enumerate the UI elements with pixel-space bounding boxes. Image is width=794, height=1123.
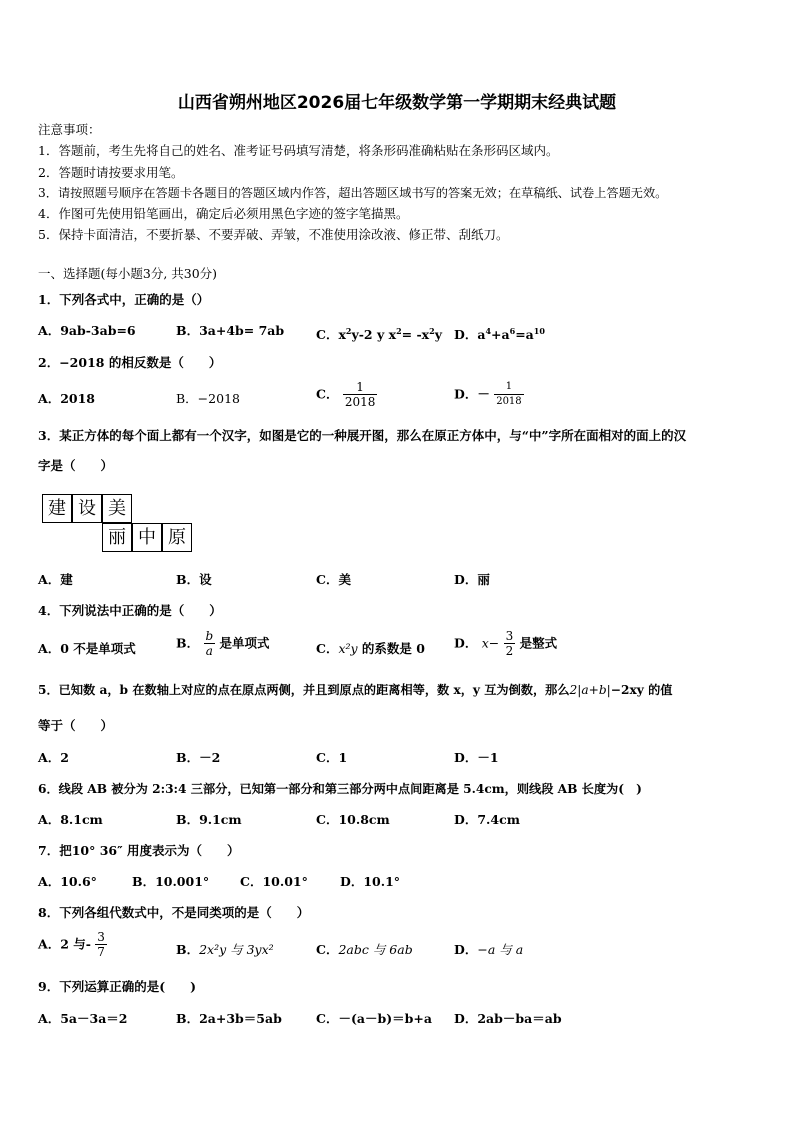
q8-option-a: A．2 与- $\frac{3}{7}$ bbox=[38, 930, 105, 959]
q9-option-c: C．－(a－b)＝b+a bbox=[316, 1011, 432, 1026]
notice-item-5: 5．保持卡面清洁，不要折暴、不要弄破、弄皱，不准使用涂改液、修正带、刮纸刀。 bbox=[38, 227, 509, 242]
net-cell-3: 美 bbox=[102, 494, 132, 523]
q9-option-a: A．5a－3a＝2 bbox=[38, 1011, 128, 1026]
q4-stem: 4．下列说法中正确的是（ ） bbox=[38, 603, 222, 618]
q5-option-c: C．1 bbox=[316, 750, 348, 765]
q6-option-c: C．10.8cm bbox=[316, 812, 390, 827]
q5-option-b: B．－2 bbox=[176, 750, 221, 765]
q6-option-a: A．8.1cm bbox=[38, 812, 103, 827]
q2-fraction-d: $\frac{1}{2018}$ bbox=[496, 381, 522, 407]
q9-option-b: B．2a+3b＝5ab bbox=[176, 1011, 282, 1026]
q6-option-d: D．7.4cm bbox=[454, 812, 520, 827]
q3-option-c: C．美 bbox=[316, 572, 351, 587]
q3-option-d: D．丽 bbox=[454, 572, 490, 587]
section-heading: 一、选择题(每小题3分, 共30分) bbox=[38, 266, 218, 281]
q7-option-d: D．10.1° bbox=[340, 874, 401, 889]
q8-option-c: C．2abc 与 6ab bbox=[316, 942, 413, 957]
q6-stem: 6．线段 AB 被分为 2:3:4 三部分，已知第一部分和第三部分两中点间距离是 5.4cm，则线段 AB 长度为( ) bbox=[38, 782, 642, 796]
q1-option-c: C．$x^2y-2$ y $x^2= -x^2y$ bbox=[316, 326, 442, 343]
q5-option-a: A．2 bbox=[38, 750, 69, 765]
q4-fraction-d: $\frac{3}{2}$ bbox=[505, 629, 514, 658]
q5-stem-line1: 5．已知数 a，b 在数轴上对应的点在原点两侧，并且到原点的距离相等，数 x，y 互为倒数，那么2|a+b|−2xy 的值 bbox=[38, 683, 673, 697]
q2-stem: 2．−2018 的相反数是（ ） bbox=[38, 355, 222, 370]
notice-item-4: 4．作图可先使用铅笔画出，确定后必须用黑色字迹的签字笔描黑。 bbox=[38, 206, 409, 221]
q2-fraction-c: $\frac{1}{2018}$ bbox=[344, 380, 376, 409]
q4-option-b: B． $\frac{b}{a}$ 是单项式 bbox=[176, 629, 270, 658]
net-cell-2: 设 bbox=[72, 494, 102, 523]
cube-net-figure bbox=[40, 492, 200, 556]
q2-option-a: A．2018 bbox=[38, 391, 95, 406]
q2-option-b: B．−2018 bbox=[176, 391, 240, 406]
q8-option-d: D．−a 与 a bbox=[454, 942, 524, 957]
q3-option-a: A．建 bbox=[38, 572, 73, 587]
q5-option-d: D．－1 bbox=[454, 750, 499, 765]
q2-option-c: C． $\frac{1}{2018}$ bbox=[316, 380, 376, 409]
q1-stem: 1．下列各式中，正确的是（） bbox=[38, 292, 210, 307]
q2-option-d: D．－ $\frac{1}{2018}$ bbox=[454, 381, 522, 407]
notice-item-2: 2．答题时请按要求用笔。 bbox=[38, 165, 184, 180]
q4-fraction-b: $\frac{b}{a}$ bbox=[205, 629, 214, 658]
q3-stem-line2: 字是（ ） bbox=[38, 458, 114, 473]
q1-option-b: B．3a+4b= 7ab bbox=[176, 323, 285, 338]
net-cell-1: 建 bbox=[42, 494, 72, 523]
q7-option-a: A．10.6° bbox=[38, 874, 97, 889]
q7-option-c: C．10.01° bbox=[240, 874, 308, 889]
q9-option-d: D．2ab－ba＝ab bbox=[454, 1011, 562, 1026]
notice-item-1: 1．答题前，考生先将自己的姓名、准考证号码填写清楚，将条形码准确粘贴在条形码区域内。 bbox=[38, 143, 559, 158]
net-cell-5: 中 bbox=[132, 523, 162, 552]
q4-option-d: D． x− $\frac{3}{2}$ 是整式 bbox=[454, 629, 558, 658]
q6-option-b: B．9.1cm bbox=[176, 812, 242, 827]
q4-option-c: C．x²y 的系数是 0 bbox=[316, 641, 425, 656]
q4-option-a: A．0 不是单项式 bbox=[38, 641, 136, 656]
q9-stem: 9．下列运算正确的是( ) bbox=[38, 979, 197, 994]
q7-stem: 7．把10° 36″ 用度表示为（ ） bbox=[38, 843, 240, 858]
q1-option-d: D．$a^4+a^6=a^{10}$ bbox=[454, 326, 545, 343]
q8-option-b: B．2x²y 与 3yx² bbox=[176, 942, 274, 957]
q3-option-b: B．设 bbox=[176, 572, 212, 587]
page-title: 山西省朔州地区2026届七年级数学第一学期期末经典试题 bbox=[177, 93, 617, 113]
q1-option-a: A．9ab-3ab=6 bbox=[38, 323, 136, 338]
net-cell-6: 原 bbox=[162, 523, 192, 552]
q5-stem-line2: 等于（ ） bbox=[38, 718, 114, 733]
q7-option-b: B．10.001° bbox=[132, 874, 210, 889]
net-cell-4: 丽 bbox=[102, 523, 132, 552]
q8-stem: 8．下列各组代数式中，不是同类项的是（ ） bbox=[38, 905, 310, 920]
notice-heading: 注意事项： bbox=[38, 122, 101, 137]
q3-stem-line1: 3．某正方体的每个面上都有一个汉字，如图是它的一种展开图，那么在原正方体中，与“中”字所在面相对的面上的汉 bbox=[38, 428, 687, 443]
q8-fraction-a: $\frac{3}{7}$ bbox=[97, 930, 105, 959]
notice-item-3: 3．请按照题号顺序在答题卡各题目的答题区域内作答，超出答题区域书写的答案无效；在草稿纸、试卷上答题无效。 bbox=[38, 186, 668, 200]
